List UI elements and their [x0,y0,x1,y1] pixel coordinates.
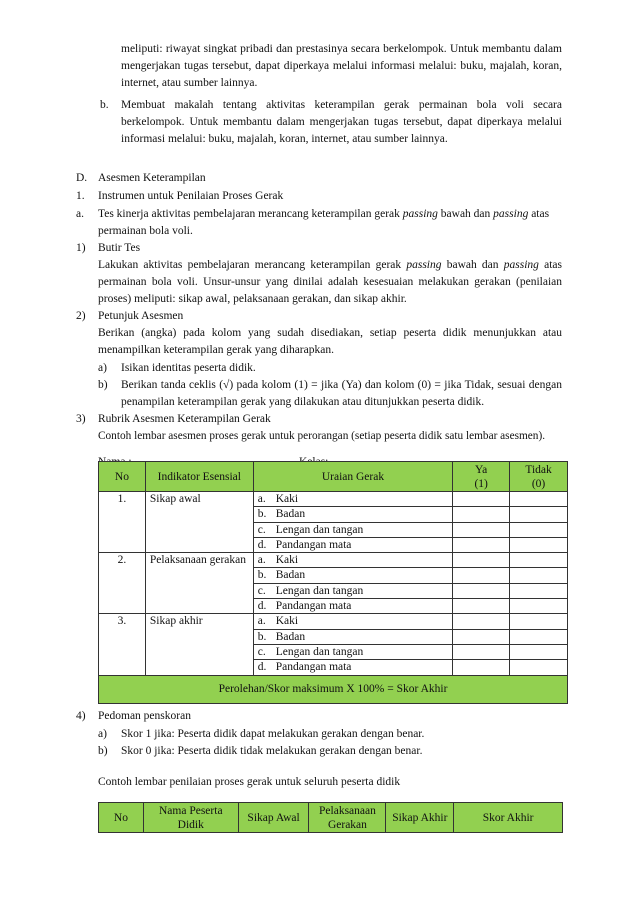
ya-cell[interactable] [453,660,510,675]
passing-term: passing [402,208,438,220]
table-row [99,614,568,629]
petunjuk-line-2: menampilkan keterampilan gerak yang diharapkan. [98,344,334,356]
intro-line-3: internet, atau sumber lainnya. [121,77,258,89]
item-1-title: Instrumen untuk Penilaian Proses Gerak [98,190,284,202]
ya-cell[interactable] [453,614,510,629]
uraian-item: d. Pandangan mata [253,660,453,675]
rubrik-line-1: Contoh lembar asesmen proses gerak untuk perorangan (setiap peserta didik satu lembar asesmen). [98,430,546,442]
ya-cell[interactable] [453,583,510,598]
petunjuk-a-marker: a) [98,362,107,374]
butir-line-2: permainan bola voli. Unsur-unsur yang dinilai adalah kesesuaian melakukan gerakan (penilaian [98,276,562,288]
uraian-item: d. Pandangan mata [253,599,453,614]
tidak-cell[interactable] [510,507,568,522]
petunjuk-line-1: Berikan (angka) pada kolom yang sudah disediakan, setiap peserta didik menunjukkan atau [98,327,562,339]
passing-term: passing [493,208,529,220]
uraian-item: b. Badan [253,568,453,583]
header-no: No [99,462,146,492]
table-footer-row [99,675,568,703]
tidak-cell[interactable] [510,599,568,614]
ya-cell[interactable] [453,492,510,507]
intro-line-2: mengerjakan tugas tersebut, dapat diperkaya melalui informasi melalui: buku, majalah, koran, [121,60,562,72]
list-marker-b: b. [100,99,109,111]
summary-header-sikap-akhir: Sikap Akhir [386,803,454,833]
nama-label: Nama : [98,456,132,468]
pedoman-a-text: Skor 1 jika: Peserta didik dapat melakukan gerakan dengan benar. [121,728,425,740]
contoh-text: Contoh lembar penilaian proses gerak untuk seluruh peserta didik [98,776,401,788]
ya-cell[interactable] [453,568,510,583]
row-indikator: Sikap akhir [145,614,253,675]
petunjuk-b-marker: b) [98,379,108,391]
item-a-line-2: permainan bola voli. [98,225,193,237]
intro-b-line-3: informasi melalui: buku, majalah, koran, internet, atau sumber lainnya. [121,133,448,145]
pedoman-b-text: Skor 0 jika: Peserta didik tidak melakukan gerakan dengan benar. [121,745,423,757]
uraian-item: b. Badan [253,629,453,644]
header-indikator: Indikator Esensial [145,462,253,492]
kelas-label: Kelas: [299,456,329,468]
tidak-cell[interactable] [510,660,568,675]
summary-header-nama: Nama Peserta Didik [143,803,238,833]
item-a-marker: a. [76,208,84,220]
summary-header-skor-akhir: Skor Akhir [454,803,563,833]
ya-cell[interactable] [453,553,510,568]
uraian-item: c. Lengan dan tangan [253,644,453,659]
row-indikator: Pelaksanaan gerakan [145,553,253,614]
tidak-cell[interactable] [510,568,568,583]
section-d-title: Asesmen Keterampilan [98,172,206,184]
item-4p-marker: 4) [76,710,86,722]
header-uraian: Uraian Gerak [253,462,453,492]
tidak-cell[interactable] [510,492,568,507]
petunjuk-b-line-1: Berikan tanda ceklis (√) pada kolom (1) = jika (Ya) dan kolom (0) = jika Tidak, sesuai dengan [121,379,562,391]
tidak-cell[interactable] [510,553,568,568]
pedoman-b-marker: b) [98,745,108,757]
passing-term: passing [406,259,442,271]
rubrik-title: Rubrik Asesmen Keterampilan Gerak [98,413,271,425]
row-no: 1. [99,492,146,553]
row-indikator: Sikap awal [145,492,253,553]
item-3p-marker: 3) [76,413,86,425]
petunjuk-b-line-2: penampilan keterampilan gerak yang dilakukan atau ditunjukkan peserta didik. [121,396,485,408]
summary-header-no: No [99,803,144,833]
uraian-item: b. Badan [253,507,453,522]
item-1-marker: 1. [76,190,85,202]
assessment-table [98,461,568,704]
butir-title: Butir Tes [98,242,141,254]
item-a-line-1: Tes kinerja aktivitas pembelajaran merancang keterampilan gerak passing bawah dan passing atas [98,208,550,220]
butir-line-1: Lakukan aktivitas pembelajaran merancang keterampilan gerak passing bawah dan passing atas [98,259,562,271]
tidak-cell[interactable] [510,629,568,644]
header-tidak: Tidak (0) [510,462,568,492]
item-2p-marker: 2) [76,310,86,322]
pedoman-a-marker: a) [98,728,107,740]
intro-line-1: meliputi: riwayat singkat pribadi dan prestasinya secara berkelompok. Untuk membantu dalam [121,43,562,55]
uraian-item: a. Kaki [253,614,453,629]
ya-cell[interactable] [453,537,510,552]
tidak-cell[interactable] [510,614,568,629]
uraian-item: d. Pandangan mata [253,537,453,552]
intro-b-line-1: Membuat makalah tentang aktivitas keterampilan gerak permainan bola voli secara [121,99,562,111]
tidak-cell[interactable] [510,644,568,659]
summary-header-pelaksanaan: Pelaksanaan Gerakan [309,803,386,833]
intro-b-line-2: berkelompok. Untuk membantu dalam mengerjakan tugas tersebut, dapat diperkaya melalui [121,116,562,128]
row-no: 3. [99,614,146,675]
section-d-marker: D. [76,172,88,184]
ya-cell[interactable] [453,507,510,522]
butir-line-3: proses) meliputi: sikap awal, pelaksanaan gerakan, dan sikap akhir. [98,293,407,305]
item-1p-marker: 1) [76,242,86,254]
pedoman-title: Pedoman penskoran [98,710,191,722]
table-row [99,553,568,568]
tidak-cell[interactable] [510,537,568,552]
table-row [99,492,568,507]
ya-cell[interactable] [453,599,510,614]
tidak-cell[interactable] [510,522,568,537]
ya-cell[interactable] [453,644,510,659]
passing-term: passing [503,259,539,271]
uraian-item: c. Lengan dan tangan [253,522,453,537]
uraian-item: a. Kaki [253,553,453,568]
uraian-item: c. Lengan dan tangan [253,583,453,598]
petunjuk-title: Petunjuk Asesmen [98,310,184,322]
petunjuk-a-text: Isikan identitas peserta didik. [121,362,256,374]
summary-table [98,802,563,833]
ya-cell[interactable] [453,629,510,644]
uraian-item: a. Kaki [253,492,453,507]
tidak-cell[interactable] [510,583,568,598]
ya-cell[interactable] [453,522,510,537]
table-header-row [99,462,568,492]
table-footer: Perolehan/Skor maksimum X 100% = Skor Akhir [99,675,568,703]
summary-header-row [99,803,563,833]
row-no: 2. [99,553,146,614]
header-ya: Ya (1) [453,462,510,492]
summary-header-sikap-awal: Sikap Awal [238,803,309,833]
